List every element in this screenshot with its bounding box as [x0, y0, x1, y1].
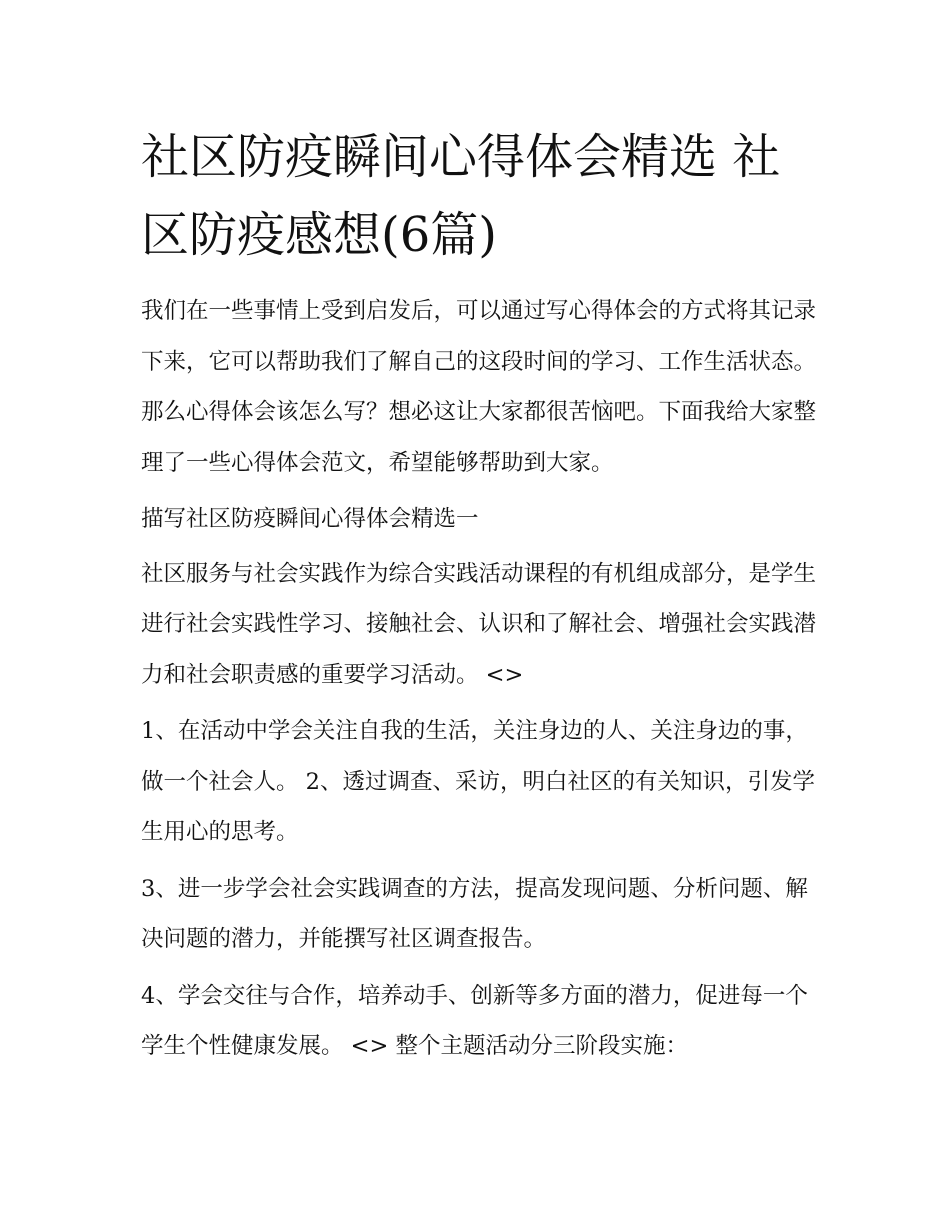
intro-paragraph: 我们在一些事情上受到启发后，可以通过写心得体会的方式将其记录下来，它可以帮助我们了解自己的这段时间的学习、工作生活状态。那么心得体会该怎么写？想必这让大家都很苦恼吧。下面我给大家整理了一些心得体会范文，希望能够帮助到大家。: [141, 298, 817, 476]
document-body: [141, 286, 821, 1072]
list-paragraph-1-2: 1、在活动中学会关注自我的生活，关注身边的人、关注身边的事，做一个社会人。 2、透过调查、采访，明白社区的有关知识，引发学生用心的思考。: [141, 718, 815, 845]
list-paragraph-3: 3、进一步学会社会实践调查的方法，提高发现问题、分析问题、解决问题的潜力，并能撰写社区调查报告。: [141, 875, 808, 952]
document-title: 社区防疫瞬间心得体会精选 社区防疫感想(6篇): [141, 129, 781, 263]
section-heading: 描写社区防疫瞬间心得体会精选一: [141, 506, 479, 532]
body-paragraph: 社区服务与社会实践作为综合实践活动课程的有机组成部分，是学生进行社会实践性学习、接触社会、认识和了解社会、增强社会实践潜力和社会职责感的重要学习活动。 <>: [141, 560, 817, 688]
list-paragraph-4: 4、学会交往与合作，培养动手、创新等多方面的潜力，促进每一个学生个性健康发展。 <> 整个主题活动分三阶段实施：: [141, 982, 808, 1059]
document-page: [141, 118, 821, 1078]
